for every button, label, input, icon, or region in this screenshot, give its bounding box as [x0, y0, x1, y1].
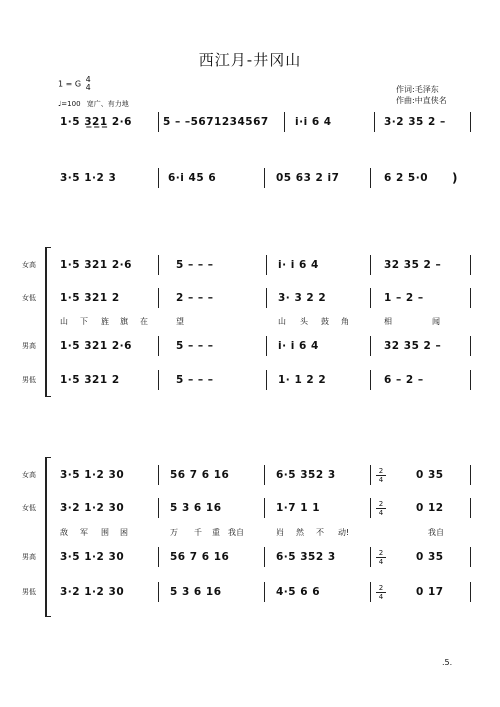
- lyric: 山: [60, 317, 68, 326]
- key: 1 = G: [58, 79, 82, 89]
- measure: 5 – – –: [176, 340, 214, 352]
- measure: 6 2 5·0: [384, 172, 429, 184]
- page-title: 西江月-井冈山: [198, 51, 302, 69]
- composer: 作曲:中直侠名: [396, 96, 447, 105]
- measure: 3·2 1·2 30: [60, 502, 125, 514]
- measure: 1·5 321 2: [60, 292, 120, 304]
- part-row: [0, 370, 500, 390]
- measure: 5 – – –: [176, 374, 214, 386]
- lyric: 军: [80, 528, 88, 537]
- part-label: 女高: [22, 471, 36, 479]
- lyric: 角: [341, 317, 349, 326]
- measure: 6 – 2 –: [384, 374, 424, 386]
- part-row: [0, 336, 500, 356]
- part-row: [0, 547, 500, 567]
- measure: 1·5 321 2·6: [60, 340, 132, 352]
- key-signature: [58, 76, 91, 92]
- lyric: 山: [278, 317, 286, 326]
- measure: 3·5 1·2 30: [60, 551, 125, 563]
- time-signature: 2 4: [376, 549, 386, 566]
- measure: 32 35 2 –: [384, 340, 442, 352]
- measure: 4·5 6 6: [276, 586, 321, 598]
- lyric: 重: [212, 528, 220, 537]
- tempo-bpm: ♩=100: [58, 100, 81, 108]
- lyricist: 作词:毛泽东: [396, 85, 439, 94]
- lyric: 旗: [120, 317, 128, 326]
- part-label: 男高: [22, 342, 36, 350]
- part-row: [0, 582, 500, 602]
- part-row: [0, 288, 500, 308]
- lyric: 我自: [228, 528, 244, 537]
- part-label: 女低: [22, 504, 36, 512]
- measure: 6·5 352 3: [276, 469, 336, 481]
- part-row: [0, 465, 500, 485]
- measure: i· i 6 4: [278, 340, 319, 352]
- lyric: 岿: [276, 528, 284, 537]
- lyric: 旌: [101, 317, 109, 326]
- end-bracket: ): [452, 171, 458, 185]
- page-number: .5.: [442, 658, 453, 667]
- lyric: 望: [176, 317, 184, 326]
- part-label: 男低: [22, 376, 36, 384]
- measure: 0 35: [416, 469, 444, 481]
- measure: 0 35: [416, 551, 444, 563]
- lyric: 下: [80, 317, 88, 326]
- measure: 6·i 45 6: [168, 172, 217, 184]
- lyric: 鼓: [321, 317, 329, 326]
- meter-top: 4: [85, 75, 91, 84]
- measure: 1·7 1 1: [276, 502, 321, 514]
- measure: 1·5 321 2·6: [60, 259, 132, 271]
- lyric: 动!: [338, 528, 350, 537]
- measure: 1·5 321 2: [60, 374, 120, 386]
- time-signature: 2 4: [376, 584, 386, 601]
- lyric: 不: [316, 528, 324, 537]
- tempo-expression: 宽广、有力地: [86, 100, 129, 108]
- measure: 05 63 2 i7: [276, 172, 340, 184]
- lyric: 万: [170, 528, 178, 537]
- measure: 56 7 6 16: [170, 469, 230, 481]
- part-label: 男低: [22, 588, 36, 596]
- time-signature: 2 4: [376, 500, 386, 517]
- tempo-marking: [58, 99, 129, 109]
- intro-line-2: [0, 168, 500, 188]
- measure: 3· 3 2 2: [278, 292, 327, 304]
- lyric: 相: [384, 317, 392, 326]
- lyric: 然: [296, 528, 304, 537]
- measure: 1·5 3̲2̲1̲ 2·6: [60, 116, 132, 128]
- measure: 3·5 1·2 3: [60, 172, 117, 184]
- lyric: 敌: [60, 528, 68, 537]
- measure: i· i 6 4: [278, 259, 319, 271]
- measure: 5 – – –: [176, 259, 214, 271]
- measure: 0 12: [416, 502, 444, 514]
- lyric: 困: [120, 528, 128, 537]
- lyric: 闻: [432, 317, 440, 326]
- measure: 56 7 6 16: [170, 551, 230, 563]
- measure: 2 – – –: [176, 292, 214, 304]
- measure: i·i 6 4: [295, 116, 332, 128]
- measure: 5 – –5671234567: [163, 116, 269, 128]
- part-row: [0, 498, 500, 518]
- part-label: 男高: [22, 553, 36, 561]
- part-label: 女低: [22, 294, 36, 302]
- part-label: 女高: [22, 261, 36, 269]
- measure: 0 17: [416, 586, 444, 598]
- measure: 1· 1 2 2: [278, 374, 327, 386]
- part-row: [0, 255, 500, 275]
- intro-line-1: [0, 112, 500, 132]
- measure: 1 – 2 –: [384, 292, 424, 304]
- meter-bottom: 4: [85, 83, 91, 92]
- lyric: 围: [101, 528, 109, 537]
- lyric: 在: [140, 317, 148, 326]
- measure: 3·2 35 2 –: [384, 116, 446, 128]
- credits: [396, 84, 447, 106]
- measure: 6·5 352 3: [276, 551, 336, 563]
- measure: 5 3 6 16: [170, 502, 222, 514]
- lyrics-line: [0, 527, 500, 541]
- measure: 3·5 1·2 30: [60, 469, 125, 481]
- measure: 5 3 6 16: [170, 586, 222, 598]
- lyric: 头: [300, 317, 308, 326]
- lyrics-line: [0, 316, 500, 330]
- time-signature: 2 4: [376, 467, 386, 484]
- measure: 32 35 2 –: [384, 259, 442, 271]
- lyric: 我自: [428, 528, 444, 537]
- measure: 3·2 1·2 30: [60, 586, 125, 598]
- lyric: 千: [194, 528, 202, 537]
